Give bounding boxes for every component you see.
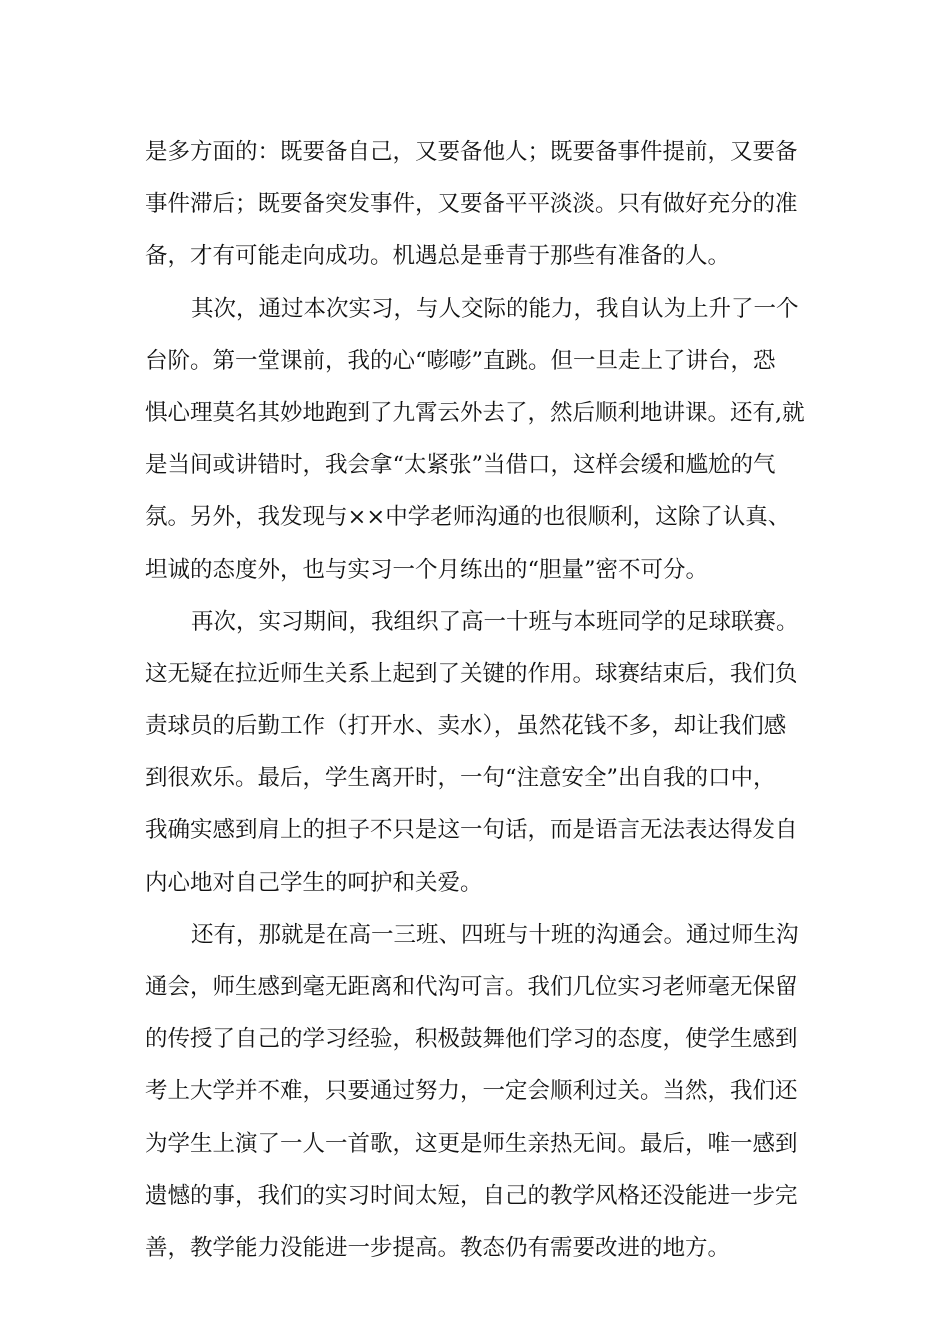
text-line: 到很欢乐。最后，学生离开时，一句“注意安全”出自我的口中， — [145, 765, 776, 792]
text-line: 氛。另外，我发现与××中学老师沟通的也很顺利，这除了认真、 — [145, 504, 791, 531]
text-line: 考上大学并不难，只要通过努力，一定会顺利过关。当然，我们还 — [145, 1078, 798, 1105]
text-line: 内心地对自己学生的呵护和关爱。 — [145, 869, 483, 896]
text-line: 再次，实习期间，我组织了高一十班与本班同学的足球联赛。 — [191, 608, 799, 635]
text-line: 还有，那就是在高一三班、四班与十班的沟通会。通过师生沟 — [191, 921, 799, 948]
text-line: 责球员的后勤工作（打开水、卖水），虽然花钱不多，却让我们感 — [145, 713, 787, 740]
text-line: 惧心理莫名其妙地跑到了九霄云外去了，然后顺利地讲课。还有,就 — [145, 399, 805, 426]
text-line: 的传授了自己的学习经验，积极鼓舞他们学习的态度，使学生感到 — [145, 1026, 798, 1053]
paragraph-3 — [145, 596, 807, 909]
text-line: 是多方面的：既要备自己，又要备他人；既要备事件提前，又要备 — [145, 139, 798, 165]
paragraph-1 — [145, 126, 807, 283]
text-line: 事件滞后；既要备突发事件，又要备平平淡淡。只有做好充分的准 — [145, 191, 798, 218]
text-line: 坦诚的态度外，也与实习一个月练出的“胆量”密不可分。 — [145, 556, 709, 583]
text-line: 备，才有可能走向成功。机遇总是垂青于那些有准备的人。 — [145, 243, 731, 270]
text-line: 我确实感到肩上的担子不只是这一句话，而是语言无法表达得发自 — [145, 817, 798, 844]
text-line: 其次，通过本次实习，与人交际的能力，我自认为上升了一个 — [191, 295, 799, 322]
text-line: 这无疑在拉近师生关系上起到了关键的作用。球赛结束后，我们负 — [145, 660, 798, 687]
text-line: 通会，师生感到毫无距离和代沟可言。我们几位实习老师毫无保留 — [145, 974, 798, 1000]
text-line: 台阶。第一堂课前，我的心“嘭嘭”直跳。但一旦走上了讲台，恐 — [145, 347, 776, 374]
document-body — [145, 126, 807, 1274]
text-line: 为学生上演了一人一首歌，这更是师生亲热无间。最后，唯一感到 — [145, 1130, 798, 1157]
paragraph-2 — [145, 283, 807, 596]
text-line: 善，教学能力没能进一步提高。教态仍有需要改进的地方。 — [145, 1234, 731, 1261]
paragraph-4 — [145, 909, 807, 1274]
text-line: 遗憾的事，我们的实习时间太短，自己的教学风格还没能进一步完 — [145, 1182, 798, 1209]
text-line: 是当间或讲错时，我会拿“太紧张”当借口，这样会缓和尴尬的气 — [145, 452, 776, 479]
